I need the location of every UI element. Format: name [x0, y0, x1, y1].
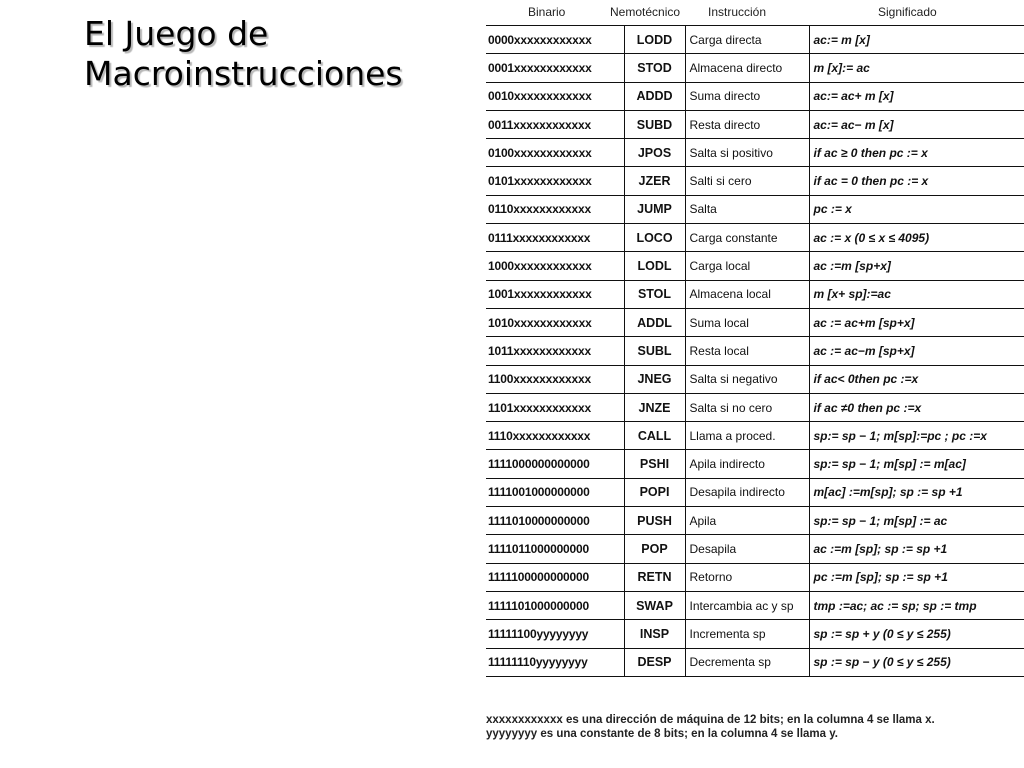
- binary-code-cell: 1111011000000000: [486, 535, 624, 563]
- mnemonic-cell: ADDL: [624, 308, 685, 336]
- footnote-x: xxxxxxxxxxxx es una dirección de máquina de 12 bits; en la columna 4 se llama x.: [486, 714, 935, 726]
- instruction-cell: Salti si cero: [685, 167, 809, 195]
- meaning-cell: pc := x: [809, 195, 1024, 223]
- table-row: [486, 422, 1024, 450]
- instruction-cell: Apila indirecto: [685, 450, 809, 478]
- meaning-cell: sp := sp − y (0 ≤ y ≤ 255): [809, 648, 1024, 676]
- meaning-cell: if ac< 0then pc :=x: [809, 365, 1024, 393]
- meaning-cell: tmp :=ac; ac := sp; sp := tmp: [809, 591, 1024, 619]
- meaning-cell: sp:= sp − 1; m[sp]:=pc ; pc :=x: [809, 422, 1024, 450]
- instruction-cell: Incrementa sp: [685, 620, 809, 648]
- binary-code-cell: 1000xxxxxxxxxxxx: [486, 252, 624, 280]
- header-nemotecnico: Nemotécnico: [610, 5, 681, 19]
- meaning-cell: sp := sp + y (0 ≤ y ≤ 255): [809, 620, 1024, 648]
- binary-code-cell: 1101xxxxxxxxxxxx: [486, 393, 624, 421]
- binary-code-cell: 1111101000000000: [486, 591, 624, 619]
- instruction-cell: Salta si no cero: [685, 393, 809, 421]
- table-row: [486, 507, 1024, 535]
- binary-code-cell: 0101xxxxxxxxxxxx: [486, 167, 624, 195]
- instruction-cell: Desapila: [685, 535, 809, 563]
- meaning-cell: ac:= ac− m [x]: [809, 110, 1024, 138]
- footnotes: [486, 713, 1024, 741]
- table-row: [486, 139, 1024, 167]
- meaning-cell: ac := ac−m [sp+x]: [809, 337, 1024, 365]
- column-headers: [482, 5, 1024, 23]
- meaning-cell: m[ac] :=m[sp]; sp := sp +1: [809, 478, 1024, 506]
- mnemonic-cell: JUMP: [624, 195, 685, 223]
- instruction-cell: Decrementa sp: [685, 648, 809, 676]
- instruction-cell: Carga constante: [685, 224, 809, 252]
- mnemonic-cell: PUSH: [624, 507, 685, 535]
- binary-code-cell: 1110xxxxxxxxxxxx: [486, 422, 624, 450]
- table-row: [486, 54, 1024, 82]
- table-row: [486, 195, 1024, 223]
- binary-code-cell: 1010xxxxxxxxxxxx: [486, 308, 624, 336]
- mnemonic-cell: POPI: [624, 478, 685, 506]
- mnemonic-cell: JPOS: [624, 139, 685, 167]
- table-row: [486, 224, 1024, 252]
- meaning-cell: ac:= m [x]: [809, 26, 1024, 54]
- binary-code-cell: 11111110yyyyyyyy: [486, 648, 624, 676]
- mnemonic-cell: STOL: [624, 280, 685, 308]
- slide-title: El Juego de Macroinstrucciones: [84, 14, 403, 93]
- binary-code-cell: 0001xxxxxxxxxxxx: [486, 54, 624, 82]
- mnemonic-cell: JNZE: [624, 393, 685, 421]
- binary-code-cell: 0100xxxxxxxxxxxx: [486, 139, 624, 167]
- meaning-cell: sp:= sp − 1; m[sp] := ac: [809, 507, 1024, 535]
- meaning-cell: ac :=m [sp+x]: [809, 252, 1024, 280]
- meaning-cell: if ac ≥ 0 then pc := x: [809, 139, 1024, 167]
- mnemonic-cell: LOCO: [624, 224, 685, 252]
- table-row: [486, 365, 1024, 393]
- instruction-cell: Resta local: [685, 337, 809, 365]
- meaning-cell: ac := x (0 ≤ x ≤ 4095): [809, 224, 1024, 252]
- table-row: [486, 563, 1024, 591]
- mnemonic-cell: SUBD: [624, 110, 685, 138]
- mnemonic-cell: LODL: [624, 252, 685, 280]
- instruction-cell: Retorno: [685, 563, 809, 591]
- instruction-cell: Llama a proced.: [685, 422, 809, 450]
- binary-code-cell: 1100xxxxxxxxxxxx: [486, 365, 624, 393]
- mnemonic-cell: CALL: [624, 422, 685, 450]
- mnemonic-cell: JNEG: [624, 365, 685, 393]
- meaning-cell: ac :=m [sp]; sp := sp +1: [809, 535, 1024, 563]
- mnemonic-cell: DESP: [624, 648, 685, 676]
- instruction-table-scan: [482, 0, 1024, 768]
- binary-code-cell: 1111000000000000: [486, 450, 624, 478]
- table-row: [486, 393, 1024, 421]
- instruction-cell: Salta si positivo: [685, 139, 809, 167]
- meaning-cell: ac:= ac+ m [x]: [809, 82, 1024, 110]
- mnemonic-cell: PSHI: [624, 450, 685, 478]
- footnote-y: yyyyyyyy es una constante de 8 bits; en la columna 4 se llama y.: [486, 728, 838, 740]
- instruction-cell: Almacena local: [685, 280, 809, 308]
- mnemonic-cell: SWAP: [624, 591, 685, 619]
- instruction-cell: Almacena directo: [685, 54, 809, 82]
- binary-code-cell: 1111010000000000: [486, 507, 624, 535]
- table-row: [486, 620, 1024, 648]
- mnemonic-cell: JZER: [624, 167, 685, 195]
- meaning-cell: pc :=m [sp]; sp := sp +1: [809, 563, 1024, 591]
- meaning-cell: m [x]:= ac: [809, 54, 1024, 82]
- header-instruccion: Instrucción: [708, 5, 767, 19]
- instruction-cell: Salta: [685, 195, 809, 223]
- instruction-cell: Intercambia ac y sp: [685, 591, 809, 619]
- meaning-cell: m [x+ sp]:=ac: [809, 280, 1024, 308]
- table-row: [486, 167, 1024, 195]
- instruction-cell: Apila: [685, 507, 809, 535]
- mnemonic-cell: SUBL: [624, 337, 685, 365]
- table-row: [486, 337, 1024, 365]
- instruction-table: [486, 25, 1024, 707]
- mnemonic-cell: POP: [624, 535, 685, 563]
- meaning-cell: sp:= sp − 1; m[sp] := m[ac]: [809, 450, 1024, 478]
- header-significado: Significado: [878, 5, 937, 19]
- meaning-cell: if ac = 0 then pc := x: [809, 167, 1024, 195]
- binary-code-cell: 0110xxxxxxxxxxxx: [486, 195, 624, 223]
- binary-code-cell: 0111xxxxxxxxxxxx: [486, 224, 624, 252]
- mnemonic-cell: RETN: [624, 563, 685, 591]
- binary-code-cell: 0011xxxxxxxxxxxx: [486, 110, 624, 138]
- instruction-cell: Salta si negativo: [685, 365, 809, 393]
- binary-code-cell: 11111100yyyyyyyy: [486, 620, 624, 648]
- mnemonic-cell: ADDD: [624, 82, 685, 110]
- mnemonic-cell: INSP: [624, 620, 685, 648]
- meaning-cell: if ac ≠0 then pc :=x: [809, 393, 1024, 421]
- table-row: [486, 478, 1024, 506]
- table-row: [486, 280, 1024, 308]
- instruction-cell: Carga local: [685, 252, 809, 280]
- table-row: [486, 308, 1024, 336]
- instruction-cell: Suma local: [685, 308, 809, 336]
- instruction-cell: Resta directo: [685, 110, 809, 138]
- instruction-cell: Desapila indirecto: [685, 478, 809, 506]
- binary-code-cell: 1111001000000000: [486, 478, 624, 506]
- header-binario: Binario: [528, 5, 566, 19]
- binary-code-cell: 0010xxxxxxxxxxxx: [486, 82, 624, 110]
- table-row: [486, 110, 1024, 138]
- table-row: [486, 82, 1024, 110]
- table-row: [486, 252, 1024, 280]
- table-row: [486, 26, 1024, 54]
- mnemonic-cell: LODD: [624, 26, 685, 54]
- table-row: [486, 648, 1024, 676]
- mnemonic-cell: STOD: [624, 54, 685, 82]
- table-row: [486, 591, 1024, 619]
- table-row: [486, 535, 1024, 563]
- instruction-cell: Suma directo: [685, 82, 809, 110]
- binary-code-cell: 1111100000000000: [486, 563, 624, 591]
- meaning-cell: ac := ac+m [sp+x]: [809, 308, 1024, 336]
- binary-code-cell: 1011xxxxxxxxxxxx: [486, 337, 624, 365]
- binary-code-cell: 1001xxxxxxxxxxxx: [486, 280, 624, 308]
- table-row: [486, 450, 1024, 478]
- instruction-cell: Carga directa: [685, 26, 809, 54]
- binary-code-cell: 0000xxxxxxxxxxxx: [486, 26, 624, 54]
